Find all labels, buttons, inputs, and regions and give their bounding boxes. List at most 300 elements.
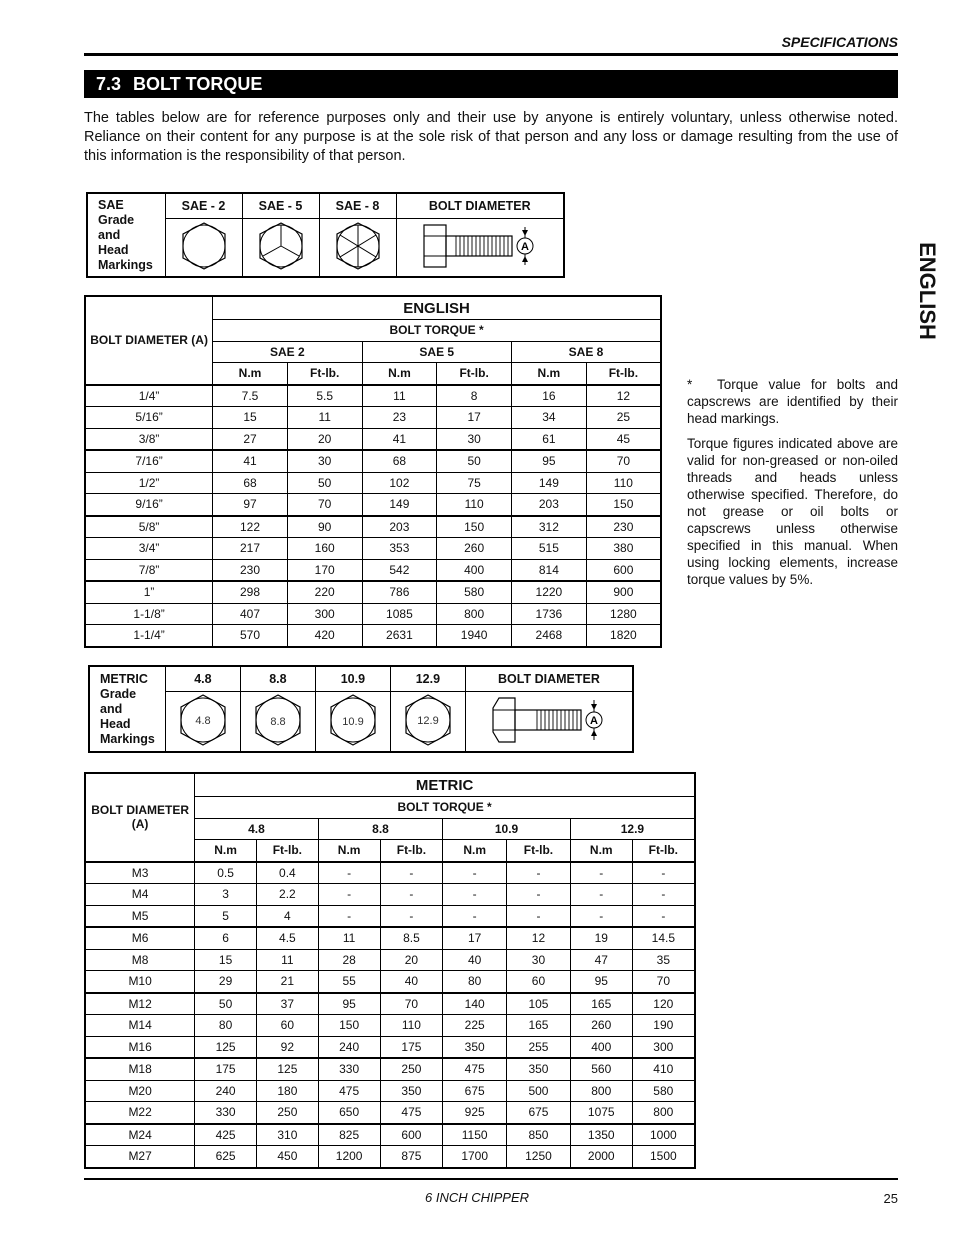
torque-value-cell: 150 <box>318 1015 380 1037</box>
torque-value-cell: - <box>380 862 443 884</box>
torque-value-cell: - <box>632 884 695 906</box>
torque-value-cell: 19 <box>570 927 632 949</box>
torque-value-cell: - <box>632 862 695 884</box>
intro-paragraph: The tables below are for reference purposes only and their use by anyone is entirely voluntary, unless otherwise noted. Reliance on their content for any purpose is at the sole risk of that person and any loss or damage resulting from the use of this information is the responsibility of that person. <box>84 110 898 164</box>
unit-header: N.m <box>512 363 587 385</box>
unit-header: N.m <box>443 840 507 862</box>
torque-value-cell: 8.5 <box>380 927 443 949</box>
table-title: METRIC <box>195 773 695 797</box>
metric-4-8-head-icon <box>165 692 240 753</box>
torque-value-cell: 25 <box>586 407 661 429</box>
torque-value-cell: 122 <box>213 516 288 538</box>
head-marking-text: 12.9 <box>417 715 439 727</box>
bolt-size-cell: M16 <box>85 1036 195 1058</box>
table-row <box>85 862 695 884</box>
torque-value-cell: 60 <box>256 1015 318 1037</box>
unit-header: Ft-lb. <box>586 363 661 385</box>
torque-value-cell: 400 <box>437 559 512 581</box>
bolt-size-cell: 1-1/4” <box>85 625 213 647</box>
metric-12-9-head-icon <box>390 692 465 753</box>
torque-value-cell: 41 <box>362 428 437 450</box>
torque-value-cell: 350 <box>507 1058 571 1080</box>
torque-value-cell: 515 <box>512 538 587 560</box>
torque-value-cell: - <box>632 905 695 927</box>
torque-value-cell: 68 <box>213 472 288 494</box>
torque-value-cell: 450 <box>256 1146 318 1168</box>
english-torque-table <box>84 295 662 648</box>
torque-value-cell: 800 <box>570 1080 632 1102</box>
torque-value-cell: 298 <box>213 581 288 603</box>
torque-value-cell: 350 <box>380 1080 443 1102</box>
unit-header: Ft-lb. <box>632 840 695 862</box>
torque-value-cell: 70 <box>632 971 695 993</box>
torque-value-cell: 17 <box>443 927 507 949</box>
torque-value-cell: 149 <box>512 472 587 494</box>
torque-value-cell: - <box>380 905 443 927</box>
torque-value-cell: 30 <box>507 949 571 971</box>
torque-value-cell: 80 <box>443 971 507 993</box>
unit-header: N.m <box>570 840 632 862</box>
torque-value-cell: 29 <box>195 971 257 993</box>
torque-value-cell: - <box>443 884 507 906</box>
running-header: SPECIFICATIONS <box>781 34 898 50</box>
torque-value-cell: 110 <box>586 472 661 494</box>
torque-value-cell: 900 <box>586 581 661 603</box>
language-side-tab: ENGLISH <box>915 242 940 340</box>
torque-value-cell: 4 <box>256 905 318 927</box>
grade-header: 8.8 <box>318 818 443 840</box>
bolt-torque-header: BOLT TORQUE * <box>213 320 661 342</box>
bolt-diameter-header: BOLT DIAMETER <box>465 666 633 692</box>
unit-header: Ft-lb. <box>437 363 512 385</box>
torque-value-cell: 310 <box>256 1124 318 1146</box>
torque-value-cell: 542 <box>362 559 437 581</box>
torque-value-cell: 400 <box>570 1036 632 1058</box>
footer-rule <box>84 1178 898 1180</box>
torque-value-cell: 230 <box>586 516 661 538</box>
a-label: A <box>589 715 598 727</box>
section-number: 7.3 <box>96 74 122 94</box>
torque-value-cell: 12 <box>507 927 571 949</box>
torque-value-cell: 850 <box>507 1124 571 1146</box>
torque-value-cell: 260 <box>570 1015 632 1037</box>
torque-value-cell: 27 <box>213 428 288 450</box>
torque-value-cell: - <box>570 905 632 927</box>
torque-value-cell: 23 <box>362 407 437 429</box>
torque-value-cell: 625 <box>195 1146 257 1168</box>
torque-value-cell: 11 <box>362 385 437 407</box>
torque-value-cell: 175 <box>380 1036 443 1058</box>
torque-value-cell: 40 <box>380 971 443 993</box>
torque-value-cell: 1220 <box>512 581 587 603</box>
torque-value-cell: 20 <box>380 949 443 971</box>
torque-value-cell: 225 <box>443 1015 507 1037</box>
section-title: BOLT TORQUE <box>133 74 263 94</box>
torque-value-cell: 217 <box>213 538 288 560</box>
torque-value-cell: 120 <box>632 993 695 1015</box>
torque-value-cell: 925 <box>443 1102 507 1124</box>
bolt-size-cell: 1-1/8” <box>85 603 213 625</box>
table-title: ENGLISH <box>213 296 661 320</box>
torque-value-cell: 95 <box>318 993 380 1015</box>
torque-value-cell: 825 <box>318 1124 380 1146</box>
table-row <box>85 1124 695 1146</box>
bolt-size-cell: 5/8” <box>85 516 213 538</box>
torque-value-cell: 580 <box>437 581 512 603</box>
torque-value-cell: 70 <box>586 450 661 472</box>
torque-value-cell: 8 <box>437 385 512 407</box>
sae-markings-label: SAE Grade and Head Markings <box>87 193 165 277</box>
table-row <box>85 884 695 906</box>
torque-value-cell: 1940 <box>437 625 512 647</box>
unit-header: N.m <box>195 840 257 862</box>
torque-value-cell: 30 <box>437 428 512 450</box>
torque-value-cell: 61 <box>512 428 587 450</box>
bolt-size-cell: M24 <box>85 1124 195 1146</box>
sae-grade-label: SAE - 5 <box>242 193 319 219</box>
table-row <box>85 450 661 472</box>
torque-value-cell: 50 <box>437 450 512 472</box>
torque-value-cell: 255 <box>507 1036 571 1058</box>
torque-value-cell: 1085 <box>362 603 437 625</box>
bolt-size-cell: 1/4” <box>85 385 213 407</box>
torque-value-cell: - <box>507 905 571 927</box>
metric-torque-table <box>84 772 696 1169</box>
torque-value-cell: 50 <box>287 472 362 494</box>
torque-value-cell: - <box>507 884 571 906</box>
torque-value-cell: 675 <box>443 1080 507 1102</box>
torque-value-cell: 95 <box>512 450 587 472</box>
table-row <box>85 1080 695 1102</box>
grade-header: SAE 2 <box>213 341 362 363</box>
table-row <box>85 1058 695 1080</box>
bolt-size-cell: M3 <box>85 862 195 884</box>
torque-value-cell: 875 <box>380 1146 443 1168</box>
torque-value-cell: 570 <box>213 625 288 647</box>
torque-value-cell: 97 <box>213 494 288 516</box>
torque-value-cell: 50 <box>195 993 257 1015</box>
torque-value-cell: 312 <box>512 516 587 538</box>
torque-value-cell: 28 <box>318 949 380 971</box>
table-row <box>85 428 661 450</box>
bolt-size-cell: 1” <box>85 581 213 603</box>
grade-header: SAE 5 <box>362 341 511 363</box>
torque-value-cell: 4.5 <box>256 927 318 949</box>
metric-markings-label: METRIC Grade and Head Markings <box>89 666 165 752</box>
torque-value-cell: - <box>507 862 571 884</box>
table-row <box>85 603 661 625</box>
unit-header: N.m <box>213 363 288 385</box>
torque-value-cell: - <box>443 862 507 884</box>
table-row <box>85 971 695 993</box>
torque-value-cell: 80 <box>195 1015 257 1037</box>
bolt-size-cell: 9/16” <box>85 494 213 516</box>
note-asterisk: * <box>687 377 693 392</box>
torque-value-cell: 170 <box>287 559 362 581</box>
table-row <box>85 1102 695 1124</box>
torque-value-cell: 21 <box>256 971 318 993</box>
bolt-diameter-header: BOLT DIAMETER (A) <box>85 773 195 862</box>
torque-value-cell: 30 <box>287 450 362 472</box>
head-marking-text: 10.9 <box>342 716 364 728</box>
torque-value-cell: 300 <box>287 603 362 625</box>
torque-value-cell: 380 <box>586 538 661 560</box>
torque-value-cell: 1700 <box>443 1146 507 1168</box>
bolt-size-cell: 1/2” <box>85 472 213 494</box>
table-row <box>85 1146 695 1168</box>
torque-value-cell: 15 <box>195 949 257 971</box>
torque-value-cell: 560 <box>570 1058 632 1080</box>
torque-value-cell: 240 <box>195 1080 257 1102</box>
a-label: A <box>520 241 529 253</box>
torque-value-cell: 3 <box>195 884 257 906</box>
metric-grade-label: 8.8 <box>240 666 315 692</box>
sae-markings-table <box>86 192 565 278</box>
torque-value-cell: 150 <box>586 494 661 516</box>
table-row <box>85 385 661 407</box>
table-row <box>85 538 661 560</box>
unit-header: Ft-lb. <box>380 840 443 862</box>
torque-value-cell: 175 <box>195 1058 257 1080</box>
sae-5-head-icon <box>242 219 319 278</box>
english-table-body <box>85 385 661 647</box>
torque-value-cell: 2000 <box>570 1146 632 1168</box>
header-rule <box>84 53 898 56</box>
torque-value-cell: 37 <box>256 993 318 1015</box>
torque-value-cell: 814 <box>512 559 587 581</box>
torque-value-cell: 190 <box>632 1015 695 1037</box>
torque-value-cell: 786 <box>362 581 437 603</box>
bolt-size-cell: M14 <box>85 1015 195 1037</box>
bolt-size-cell: M27 <box>85 1146 195 1168</box>
torque-value-cell: 7.5 <box>213 385 288 407</box>
torque-value-cell: 165 <box>507 1015 571 1037</box>
torque-value-cell: 180 <box>256 1080 318 1102</box>
torque-value-cell: 150 <box>437 516 512 538</box>
torque-value-cell: 2631 <box>362 625 437 647</box>
torque-value-cell: 1200 <box>318 1146 380 1168</box>
head-marking-text: 4.8 <box>195 715 211 727</box>
torque-value-cell: 800 <box>632 1102 695 1124</box>
metric-markings-table <box>88 665 634 753</box>
torque-value-cell: 110 <box>437 494 512 516</box>
torque-value-cell: - <box>318 905 380 927</box>
torque-value-cell: - <box>570 884 632 906</box>
torque-value-cell: 250 <box>380 1058 443 1080</box>
bolt-size-cell: 3/8” <box>85 428 213 450</box>
torque-value-cell: 95 <box>570 971 632 993</box>
table-row <box>85 949 695 971</box>
sae-grade-label: SAE - 2 <box>165 193 242 219</box>
torque-value-cell: 0.5 <box>195 862 257 884</box>
torque-value-cell: 15 <box>213 407 288 429</box>
sae-grade-label: SAE - 8 <box>319 193 396 219</box>
torque-value-cell: 125 <box>256 1058 318 1080</box>
torque-value-cell: 2468 <box>512 625 587 647</box>
table-row <box>85 927 695 949</box>
torque-value-cell: 110 <box>380 1015 443 1037</box>
metric-10-9-head-icon <box>315 692 390 753</box>
table-row <box>85 1015 695 1037</box>
bolt-size-cell: M12 <box>85 993 195 1015</box>
torque-value-cell: 47 <box>570 949 632 971</box>
bolt-size-cell: M6 <box>85 927 195 949</box>
torque-value-cell: 330 <box>318 1058 380 1080</box>
torque-value-cell: 203 <box>512 494 587 516</box>
torque-value-cell: 12 <box>586 385 661 407</box>
torque-value-cell: 149 <box>362 494 437 516</box>
metric-grade-label: 10.9 <box>315 666 390 692</box>
bolt-size-cell: M5 <box>85 905 195 927</box>
torque-value-cell: 1075 <box>570 1102 632 1124</box>
torque-value-cell: 420 <box>287 625 362 647</box>
bolt-size-cell: M22 <box>85 1102 195 1124</box>
torque-value-cell: 580 <box>632 1080 695 1102</box>
torque-value-cell: 11 <box>287 407 362 429</box>
torque-value-cell: 230 <box>213 559 288 581</box>
torque-value-cell: 600 <box>586 559 661 581</box>
torque-value-cell: 75 <box>437 472 512 494</box>
torque-value-cell: 203 <box>362 516 437 538</box>
bolt-diameter-icon <box>465 692 633 753</box>
sae-2-head-icon <box>165 219 242 278</box>
table-row <box>85 905 695 927</box>
torque-value-cell: 35 <box>632 949 695 971</box>
table-row <box>85 625 661 647</box>
torque-value-cell: 160 <box>287 538 362 560</box>
torque-value-cell: 410 <box>632 1058 695 1080</box>
torque-value-cell: 125 <box>195 1036 257 1058</box>
bolt-size-cell: 3/4” <box>85 538 213 560</box>
torque-value-cell: - <box>318 862 380 884</box>
torque-value-cell: 5 <box>195 905 257 927</box>
torque-value-cell: 350 <box>443 1036 507 1058</box>
torque-value-cell: 68 <box>362 450 437 472</box>
torque-value-cell: 1736 <box>512 603 587 625</box>
section-title-bar <box>84 70 898 98</box>
torque-value-cell: 60 <box>507 971 571 993</box>
torque-value-cell: 425 <box>195 1124 257 1146</box>
torque-value-cell: 45 <box>586 428 661 450</box>
torque-value-cell: 14.5 <box>632 927 695 949</box>
torque-value-cell: 5.5 <box>287 385 362 407</box>
note-paragraph-1: Torque value for bolts and capscrews are identified by their head markings. <box>687 377 898 426</box>
grade-header: 10.9 <box>443 818 571 840</box>
torque-value-cell: 500 <box>507 1080 571 1102</box>
table-row <box>85 1036 695 1058</box>
torque-value-cell: 165 <box>570 993 632 1015</box>
table-row <box>85 993 695 1015</box>
torque-value-cell: 1150 <box>443 1124 507 1146</box>
bolt-diameter-header: BOLT DIAMETER (A) <box>85 296 213 385</box>
torque-value-cell: 6 <box>195 927 257 949</box>
torque-value-cell: 220 <box>287 581 362 603</box>
metric-table-body <box>85 862 695 1168</box>
unit-header: N.m <box>318 840 380 862</box>
torque-value-cell: 105 <box>507 993 571 1015</box>
torque-value-cell: 1250 <box>507 1146 571 1168</box>
torque-note <box>687 376 898 427</box>
table-row <box>85 516 661 538</box>
bolt-size-cell: M18 <box>85 1058 195 1080</box>
torque-value-cell: 2.2 <box>256 884 318 906</box>
torque-value-cell: 300 <box>632 1036 695 1058</box>
sae-8-head-icon <box>319 219 396 278</box>
bolt-diameter-header: BOLT DIAMETER <box>396 193 564 219</box>
torque-value-cell: 260 <box>437 538 512 560</box>
grade-header: 4.8 <box>195 818 319 840</box>
torque-value-cell: 800 <box>437 603 512 625</box>
unit-header: Ft-lb. <box>507 840 571 862</box>
torque-value-cell: 70 <box>380 993 443 1015</box>
footer-title: 6 INCH CHIPPER <box>424 1190 530 1205</box>
bolt-diameter-icon <box>396 219 564 278</box>
metric-grade-label: 12.9 <box>390 666 465 692</box>
bolt-size-cell: M8 <box>85 949 195 971</box>
torque-value-cell: 90 <box>287 516 362 538</box>
torque-value-cell: 40 <box>443 949 507 971</box>
torque-value-cell: 600 <box>380 1124 443 1146</box>
torque-value-cell: 16 <box>512 385 587 407</box>
bolt-size-cell: 7/8” <box>85 559 213 581</box>
head-marking-text: 8.8 <box>270 716 286 728</box>
torque-value-cell: 0.4 <box>256 862 318 884</box>
torque-value-cell: - <box>443 905 507 927</box>
torque-value-cell: - <box>318 884 380 906</box>
torque-value-cell: 102 <box>362 472 437 494</box>
torque-value-cell: 240 <box>318 1036 380 1058</box>
torque-value-cell: 34 <box>512 407 587 429</box>
bolt-size-cell: M20 <box>85 1080 195 1102</box>
table-row <box>85 472 661 494</box>
torque-value-cell: 1820 <box>586 625 661 647</box>
grade-header: SAE 8 <box>512 341 662 363</box>
torque-value-cell: 353 <box>362 538 437 560</box>
table-row <box>85 581 661 603</box>
unit-header: Ft-lb. <box>256 840 318 862</box>
torque-value-cell: 140 <box>443 993 507 1015</box>
torque-value-cell: - <box>380 884 443 906</box>
torque-value-cell: 1000 <box>632 1124 695 1146</box>
torque-value-cell: 17 <box>437 407 512 429</box>
bolt-size-cell: 5/16” <box>85 407 213 429</box>
torque-value-cell: 1280 <box>586 603 661 625</box>
torque-value-cell: 475 <box>443 1058 507 1080</box>
bolt-torque-header: BOLT TORQUE * <box>195 797 695 819</box>
table-row <box>85 559 661 581</box>
metric-grade-label: 4.8 <box>165 666 240 692</box>
torque-value-cell: 11 <box>256 949 318 971</box>
torque-value-cell: 11 <box>318 927 380 949</box>
metric-8-8-head-icon <box>240 692 315 753</box>
bolt-size-cell: 7/16” <box>85 450 213 472</box>
torque-value-cell: 330 <box>195 1102 257 1124</box>
torque-value-cell: 475 <box>318 1080 380 1102</box>
bolt-size-cell: M10 <box>85 971 195 993</box>
torque-value-cell: 1500 <box>632 1146 695 1168</box>
torque-value-cell: 407 <box>213 603 288 625</box>
torque-value-cell: 675 <box>507 1102 571 1124</box>
bolt-size-cell: M4 <box>85 884 195 906</box>
grade-header: 12.9 <box>570 818 695 840</box>
torque-value-cell: 55 <box>318 971 380 993</box>
torque-value-cell: - <box>570 862 632 884</box>
unit-header: Ft-lb. <box>287 363 362 385</box>
torque-value-cell: 92 <box>256 1036 318 1058</box>
table-row <box>85 407 661 429</box>
torque-value-cell: 70 <box>287 494 362 516</box>
page-number: 25 <box>883 1191 898 1206</box>
